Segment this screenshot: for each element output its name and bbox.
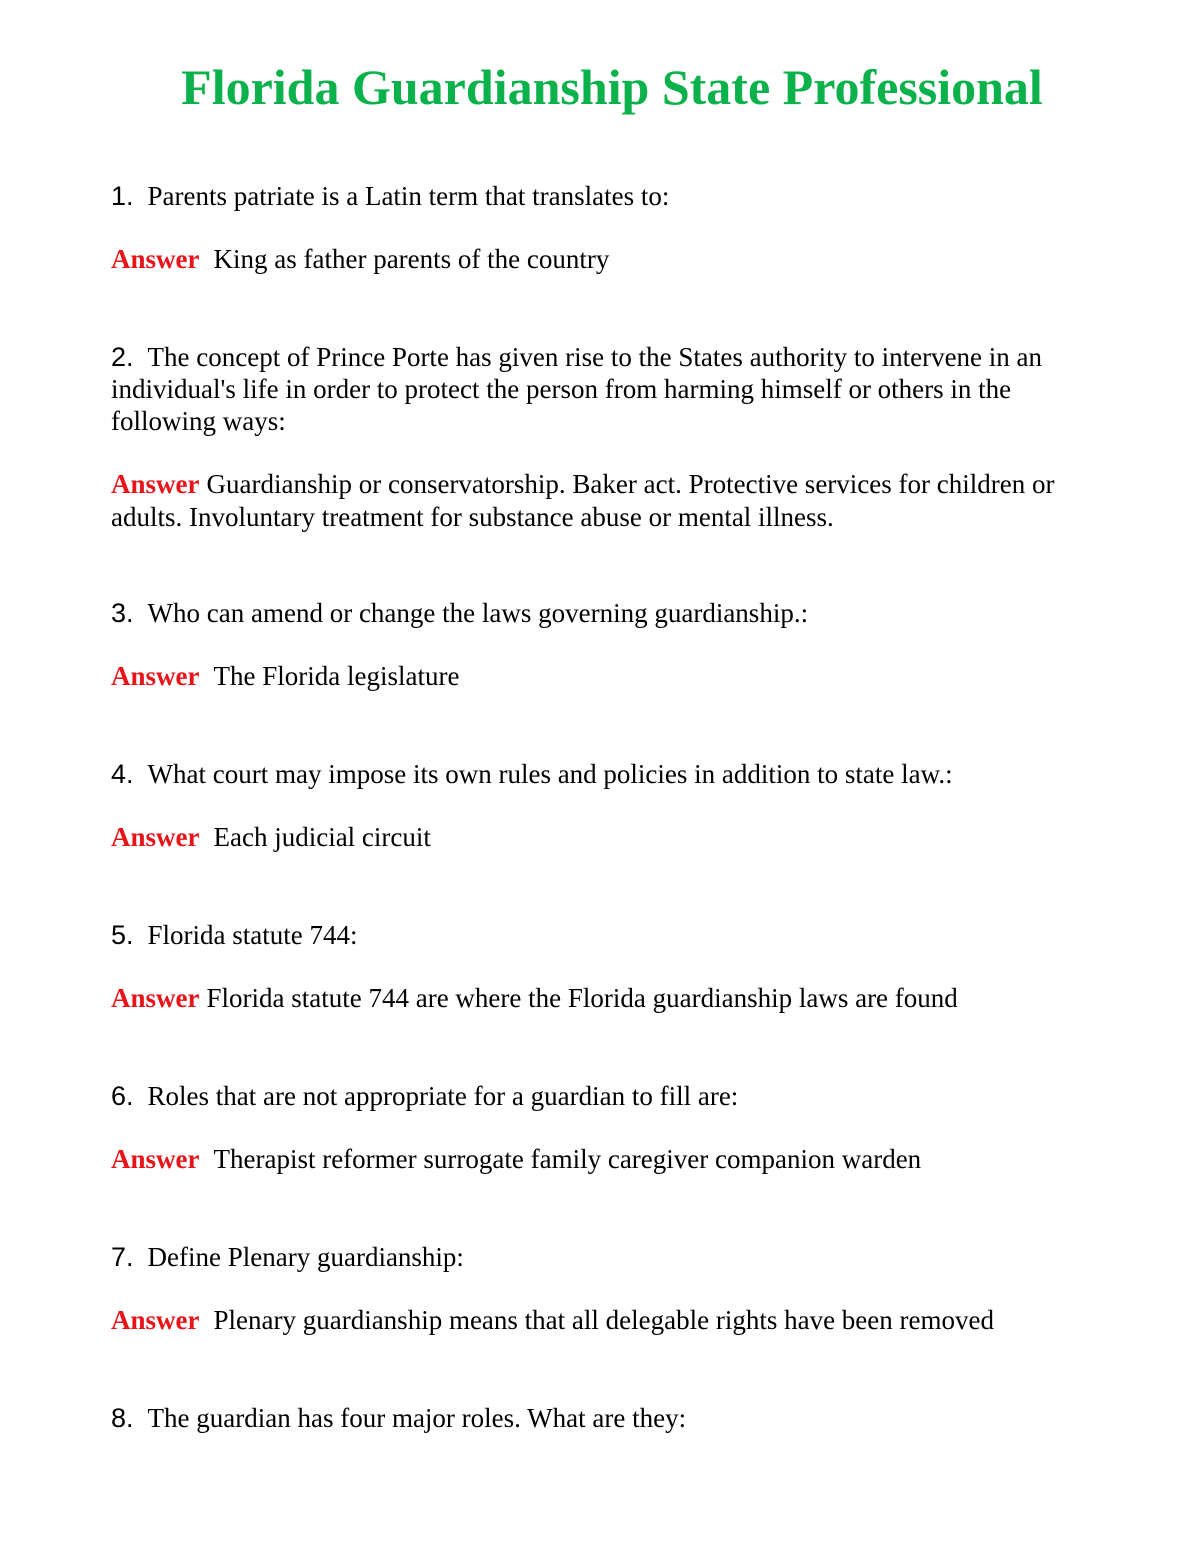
qa-item-4 (111, 758, 1071, 854)
answer-text: King as father parents of the country (213, 244, 610, 274)
question-number: 6. (111, 1081, 134, 1111)
answer-label: Answer (111, 1305, 200, 1335)
answer-1 (111, 243, 1071, 276)
answer-label: Answer (111, 244, 200, 274)
page-title: Florida Guardianship State Professional (181, 59, 1043, 115)
question-text: Florida statute 744: (147, 920, 358, 950)
answer-text: The Florida legislature (213, 661, 460, 691)
question-text: Define Plenary guardianship: (147, 1242, 464, 1272)
question-number: 3. (111, 598, 134, 628)
question-5 (111, 919, 1071, 951)
question-number: 7. (111, 1242, 134, 1272)
answer-label: Answer (111, 661, 200, 691)
qa-item-3 (111, 597, 1071, 693)
answer-5 (111, 982, 1071, 1015)
answer-3 (111, 660, 1071, 693)
question-number: 8. (111, 1403, 134, 1433)
answer-6 (111, 1143, 1071, 1176)
qa-item-1 (111, 180, 1071, 276)
answer-text: Plenary guardianship means that all delegable rights have been removed (213, 1305, 994, 1335)
question-6 (111, 1080, 1071, 1112)
question-number: 2. (111, 342, 134, 372)
question-8 (111, 1402, 1071, 1434)
answer-text: Guardianship or conservatorship. Baker act. Protective services for children or adults. Involuntary treatment for substance abuse or mental illness. (111, 469, 1055, 532)
answer-label: Answer (111, 1144, 200, 1174)
answer-label: Answer (111, 983, 200, 1013)
question-number: 1. (111, 181, 134, 211)
question-text: The guardian has four major roles. What are they: (147, 1403, 687, 1433)
answer-label: Answer (111, 469, 200, 499)
answer-text: Florida statute 744 are where the Florida guardianship laws are found (206, 983, 958, 1013)
question-text: What court may impose its own rules and policies in addition to state law.: (147, 759, 953, 789)
qa-item-2 (111, 341, 1071, 534)
answer-label: Answer (111, 822, 200, 852)
question-text: Roles that are not appropriate for a guardian to fill are: (147, 1081, 739, 1111)
question-number: 5. (111, 920, 134, 950)
question-4 (111, 758, 1071, 790)
answer-7 (111, 1304, 1071, 1337)
answer-2 (111, 468, 1071, 534)
question-1 (111, 180, 1071, 212)
question-7 (111, 1241, 1071, 1273)
question-3 (111, 597, 1071, 629)
question-text: Parents patriate is a Latin term that translates to: (147, 181, 670, 211)
question-number: 4. (111, 759, 134, 789)
question-2 (111, 341, 1071, 437)
qa-item-6 (111, 1080, 1071, 1176)
answer-4 (111, 821, 1071, 854)
answer-text: Therapist reformer surrogate family caregiver companion warden (213, 1144, 922, 1174)
question-text: The concept of Prince Porte has given rise to the States authority to intervene in an individual's life in order to protect the person from harming himself or others in the following ways: (111, 342, 1043, 436)
answer-text: Each judicial circuit (213, 822, 431, 852)
question-text: Who can amend or change the laws governing guardianship.: (147, 598, 809, 628)
qa-item-5 (111, 919, 1071, 1015)
qa-item-7 (111, 1241, 1071, 1337)
qa-item-8 (111, 1402, 1071, 1434)
